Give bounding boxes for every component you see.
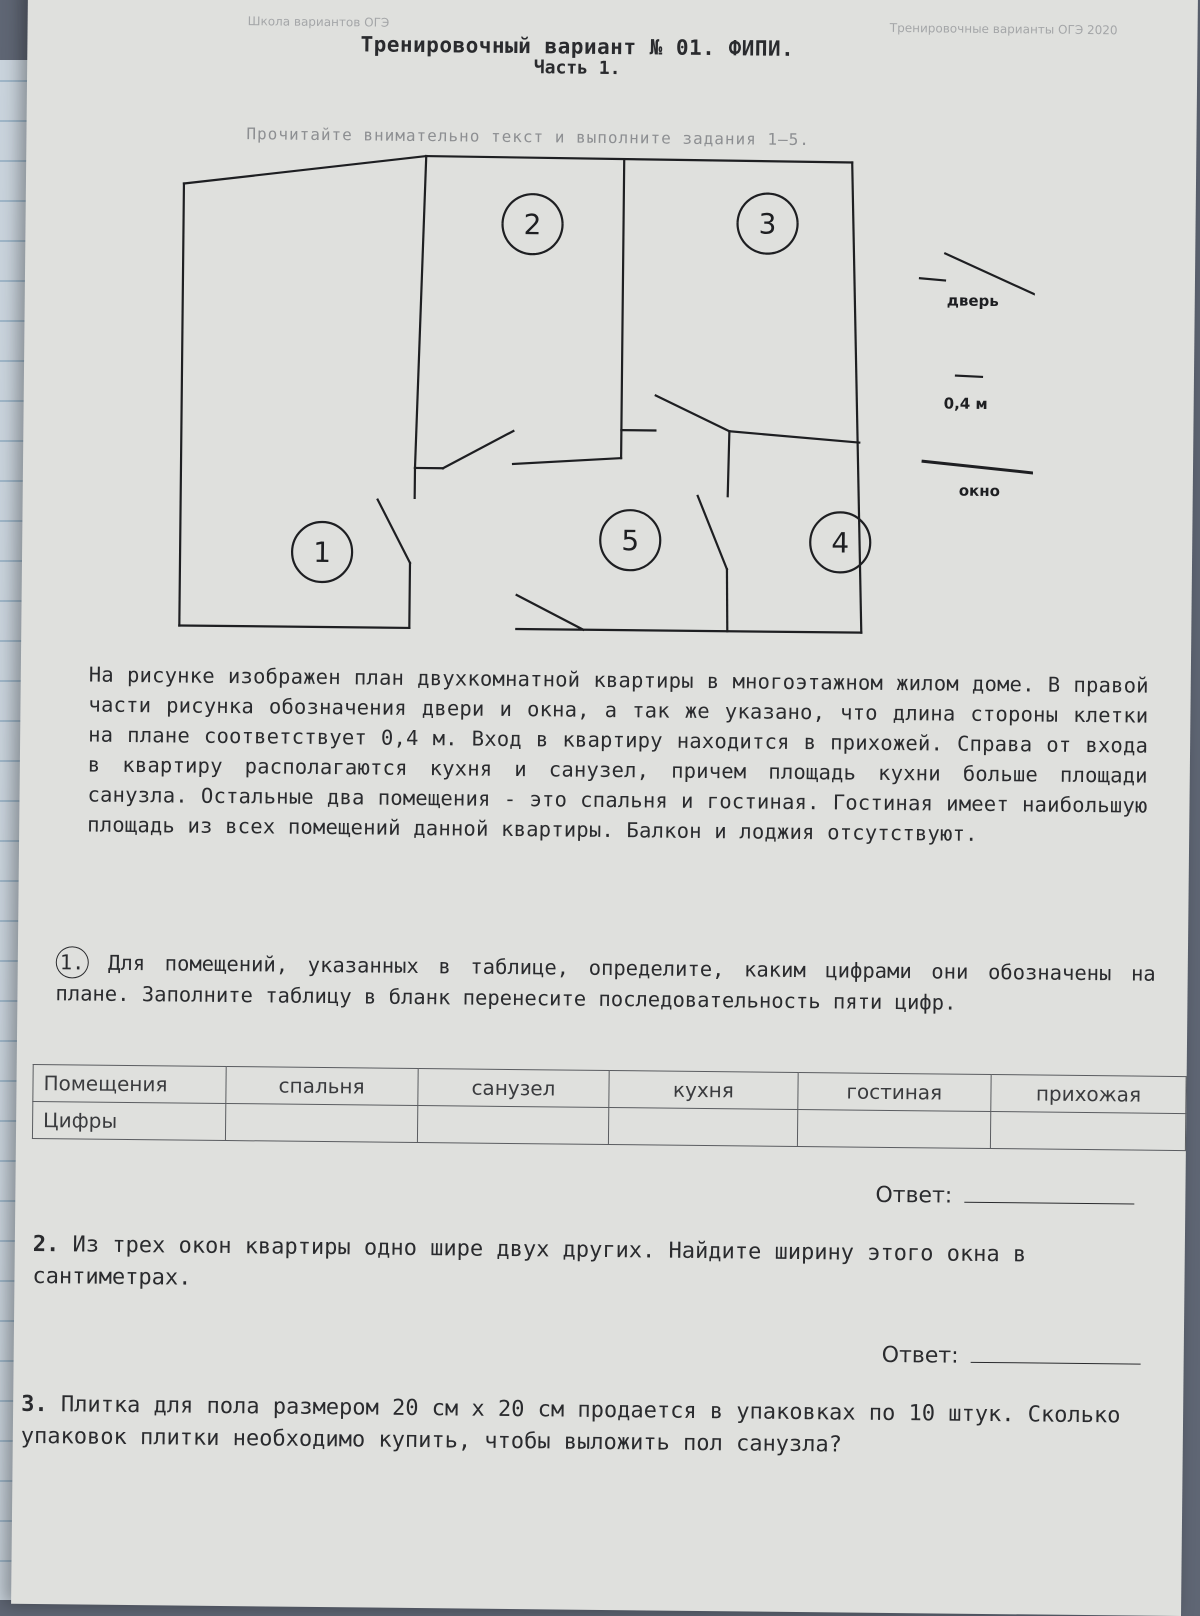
room-1-label: 1 xyxy=(313,536,331,569)
column-bedroom: спальня xyxy=(225,1067,417,1106)
answer-cell-living-room[interactable] xyxy=(797,1109,991,1148)
task-1 xyxy=(55,946,1156,1020)
legend-scale-mark xyxy=(956,376,982,377)
task-1-number: 1. xyxy=(56,946,89,978)
column-kitchen: кухня xyxy=(609,1071,798,1110)
faint-header-right: Тренировочные варианты ОГЭ 2020 xyxy=(890,21,1118,37)
task-2-number: 2. xyxy=(33,1232,60,1257)
outer-wall-bottom-right xyxy=(516,629,861,633)
rooms-table xyxy=(32,1064,1187,1151)
answer-cell-bedroom[interactable] xyxy=(225,1104,417,1143)
wall-room3-bottom xyxy=(729,431,859,442)
table-header-digits: Цифры xyxy=(32,1101,225,1140)
column-hallway: прихожая xyxy=(991,1075,1186,1114)
door-room2 xyxy=(443,430,513,469)
page-title: Тренировочный вариант № 01. ФИПИ. xyxy=(27,29,1127,65)
wall-room2-room3 xyxy=(621,160,624,458)
legend-door-label: дверь xyxy=(947,292,999,311)
room-5-label: 5 xyxy=(621,524,639,557)
answer-2-blank[interactable] xyxy=(971,1362,1141,1365)
part-heading: Часть 1. xyxy=(27,52,1127,85)
wall-room4-left-top xyxy=(728,431,730,496)
table-header-rooms: Помещения xyxy=(33,1064,226,1103)
room-4-label: 4 xyxy=(831,526,849,559)
task-2 xyxy=(32,1229,1143,1305)
door-room3 xyxy=(655,395,729,431)
answer-1-label: Ответ: xyxy=(875,1183,952,1209)
answer-cell-bathroom[interactable] xyxy=(417,1106,609,1145)
column-living-room: гостиная xyxy=(797,1072,991,1111)
door-room1 xyxy=(377,500,411,563)
answer-2 xyxy=(882,1343,1141,1371)
outer-wall-bottom-left xyxy=(179,625,409,627)
room-2-label: 2 xyxy=(523,208,541,241)
door-room4 xyxy=(697,496,728,569)
answer-cell-kitchen[interactable] xyxy=(609,1108,798,1147)
wall-room2-bottom xyxy=(513,457,621,465)
outer-wall-top xyxy=(426,156,852,162)
wall-room4-left-bottom xyxy=(726,569,728,631)
wall-room2-left xyxy=(415,156,426,468)
task-3-text: Плитка для пола размером 20 см х 20 см продается в упаковках по 10 штук. Сколько упаковок плитки необходимо купить, чтобы выложить пол санузла? xyxy=(21,1392,1121,1457)
task-1-text: Для помещений, указанных в таблице, определите, каким цифрами они обозначены на плане. Заполните таблицу в бланк перенесите последовательность пяти цифр. xyxy=(55,951,1156,1015)
answer-2-label: Ответ: xyxy=(882,1343,959,1369)
door-entrance xyxy=(516,595,583,630)
outer-wall-top-left xyxy=(184,154,426,187)
wall-room1-right-bottom xyxy=(409,563,410,628)
plan-description: На рисунке изображен план двухкомнатной квартиры в многоэтажном жилом доме. В правой части рисунка обозначения двери и окна, а так же указано, что длина стороны клетки на плане соответствует 0,4 м. Вход в квартиру находится в прихожей. Справа от входа в квартиру располагаются кухня и санузел, причем площадь кухни больше площади санузла. Остальные два помещения - это спальня и гостиная. Гостиная имеет наибольшую площадь из всех помещений данной квартиры. Балкон и лоджия отсутствуют. xyxy=(87,660,1149,851)
rooms-table-wrap xyxy=(32,1064,1187,1151)
outer-wall-left xyxy=(179,184,184,626)
answer-1 xyxy=(875,1183,1134,1211)
apartment-floor-plan xyxy=(171,135,1036,664)
legend-door-swing xyxy=(945,253,1035,294)
legend-scale-label: 0,4 м xyxy=(944,394,988,412)
legend-door-wall xyxy=(920,278,945,280)
task-3 xyxy=(21,1389,1132,1465)
answer-1-blank[interactable] xyxy=(964,1202,1134,1205)
faint-header-left: Школа вариантов ОГЭ xyxy=(248,14,390,29)
task-3-number: 3. xyxy=(21,1392,48,1417)
worksheet-page xyxy=(11,0,1198,1616)
instruction-text: Прочитайте внимательно текст и выполните задания 1–5. xyxy=(246,124,810,149)
answer-cell-hallway[interactable] xyxy=(990,1112,1185,1151)
task-2-text: Из трех окон квартиры одно шире двух других. Найдите ширину этого окна в сантиметрах. xyxy=(32,1232,1026,1290)
column-bathroom: санузел xyxy=(417,1069,609,1108)
legend-window-label: окно xyxy=(959,482,1000,500)
room-3-label: 3 xyxy=(758,208,776,241)
legend-window-mark xyxy=(923,461,1036,474)
